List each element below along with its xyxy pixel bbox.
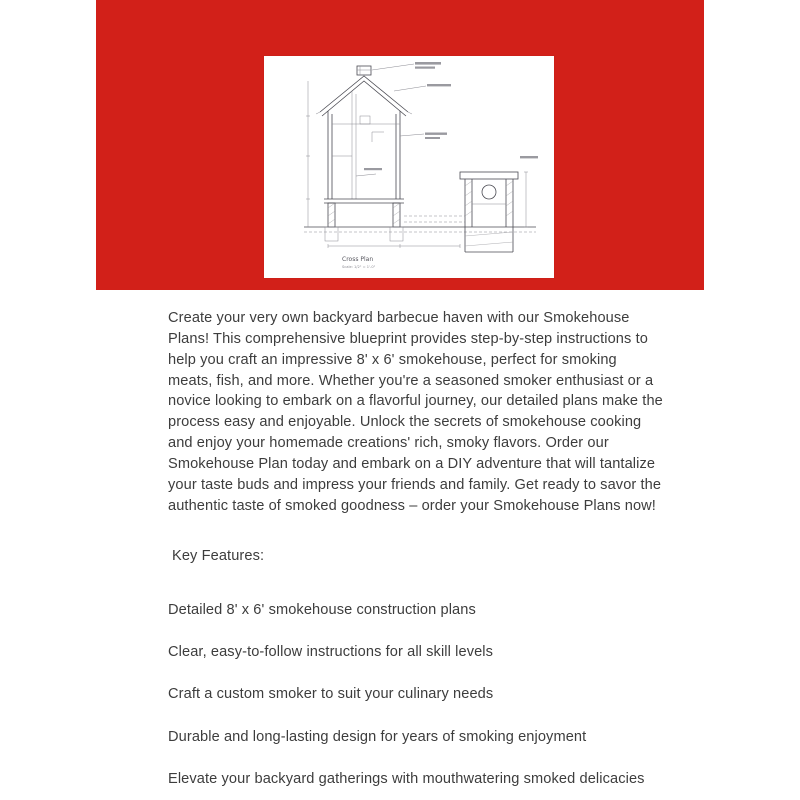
- smokehouse-blueprint-drawing: [264, 56, 554, 278]
- feature-item: Elevate your backyard gatherings with mouthwatering smoked delicacies: [168, 771, 645, 788]
- product-content: [168, 308, 665, 790]
- product-description: Create your very own backyard barbecue haven with our Smokehouse Plans! This comprehensive blueprint provides step-by-step instructions to help you craft an impressive 8' x 6' smokehouse, perfect for smoking meats, fish, and more. Whether you're a seasoned smoker enthusiast or a novice looking to embark on a flavorful journey, our detailed plans make the process easy and enjoyable. Unlock the secrets of smokehouse cooking and enjoy your homemade creations' rich, smoky flavors. Order our Smokehouse Plan today and embark on a DIY adventure that will tantalize your taste buds and impress your friends and family. Get ready to savor the authentic taste of smoked goodness – order your Smokehouse Plans now!: [168, 310, 663, 514]
- blueprint-caption: Cross Plan: [342, 256, 374, 263]
- feature-item: Detailed 8' x 6' smokehouse construction plans: [168, 601, 476, 618]
- features-list: [168, 600, 665, 790]
- feature-item: Clear, easy-to-follow instructions for all skill levels: [168, 644, 494, 661]
- feature-item: Craft a custom smoker to suit your culinary needs: [168, 686, 494, 703]
- key-features-heading: Key Features:: [172, 547, 265, 564]
- blueprint-card: [264, 56, 554, 278]
- hero-banner: [96, 0, 704, 290]
- blueprint-scale-note: Scale: 1/2" = 1'-0": [342, 265, 376, 269]
- feature-item: Durable and long-lasting design for years of smoking enjoyment: [168, 728, 587, 745]
